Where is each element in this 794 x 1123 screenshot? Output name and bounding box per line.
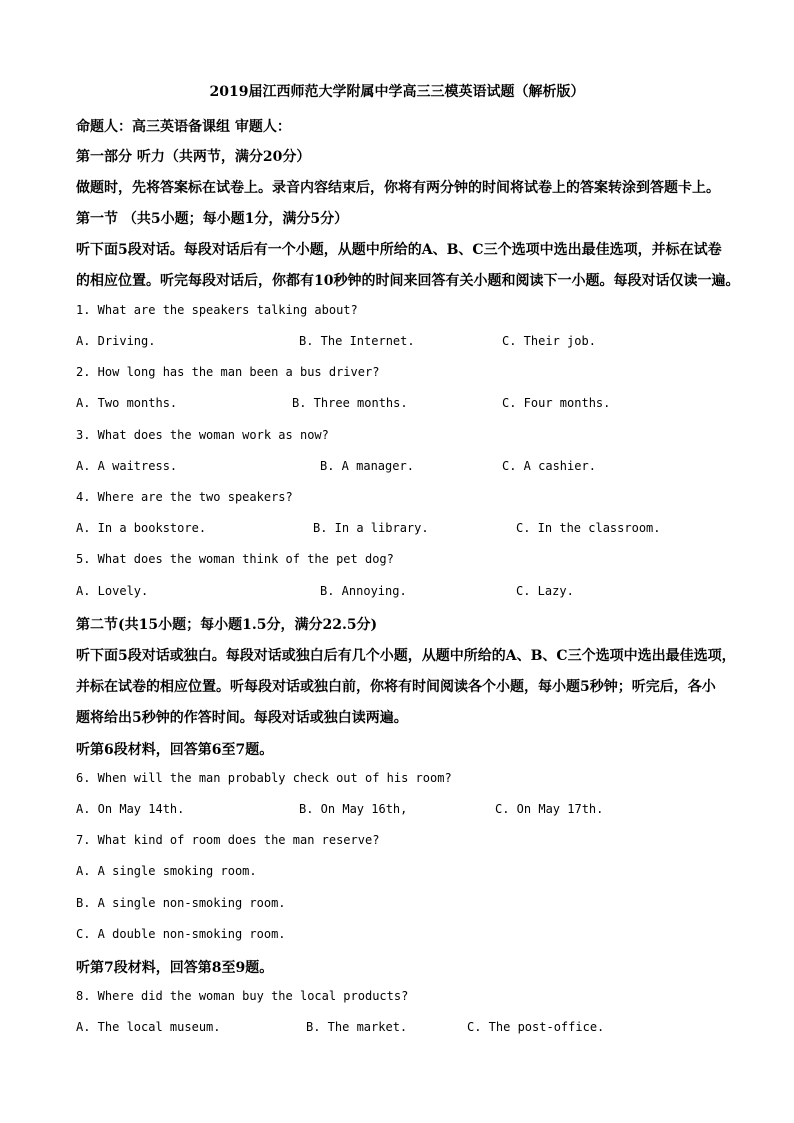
section1-heading: 第一节 （共5小题；每小题1分，满分5分） — [76, 211, 349, 227]
q1-option-a: A. Driving. — [76, 334, 156, 348]
q5-option-c: C. Lazy. — [516, 584, 574, 598]
q1-option-b: B. The Internet. — [299, 334, 415, 348]
q3-option-b: B. A manager. — [320, 459, 414, 473]
question-8: 8. Where did the woman buy the local products? — [76, 989, 409, 1003]
q4-option-c: C. In the classroom. — [516, 521, 661, 535]
material-7-heading: 听第7段材料，回答第8至9题。 — [76, 960, 274, 976]
q8-option-b: B. The market. — [306, 1020, 408, 1034]
q6-option-c: C. On May 17th. — [495, 802, 604, 816]
question-5: 5. What does the woman think of the pet dog? — [76, 552, 394, 566]
material-6-heading: 听第6段材料，回答第6至7题。 — [76, 742, 274, 758]
exam-title: 2019届江西师范大学附属中学高三三模英语试题（解析版） — [209, 84, 585, 100]
q5-option-a: A. Lovely. — [76, 584, 149, 598]
q8-option-c: C. The post-office. — [467, 1020, 605, 1034]
q7-option-a: A. A single smoking room. — [76, 864, 257, 878]
section2-instruction-line1: 听下面5段对话或独白。每段对话或独白后有几个小题，从题中所给的A、B、C三个选项中选出最佳选项， — [76, 648, 736, 664]
q2-option-a: A. Two months. — [76, 396, 178, 410]
q4-option-b: B. In a library. — [313, 521, 429, 535]
part1-instruction: 做题时，先将答案标在试卷上。录音内容结束后，你将有两分钟的时间将试卷上的答案转涂到答题卡上。 — [76, 180, 720, 196]
q2-option-b: B. Three months. — [292, 396, 408, 410]
question-6: 6. When will the man probably check out of his room? — [76, 771, 452, 785]
q7-option-c: C. A double non-smoking room. — [76, 927, 286, 941]
section2-heading: 第二节(共15小题；每小题1.5分，满分22.5分) — [76, 617, 378, 633]
section2-instruction-line2: 并标在试卷的相应位置。听每段对话或独白前，你将有时间阅读各个小题，每小题5秒钟；听完后，各小 — [76, 679, 716, 695]
section2-instruction-line3: 题将给出5秒钟的作答时间。每段对话或独白读两遍。 — [76, 710, 408, 726]
q2-option-c: C. Four months. — [502, 396, 611, 410]
q8-option-a: A. The local museum. — [76, 1020, 221, 1034]
q7-option-b: B. A single non-smoking room. — [76, 896, 286, 910]
q1-option-c: C. Their job. — [502, 334, 596, 348]
q6-option-b: B. On May 16th, — [299, 802, 408, 816]
q5-option-b: B. Annoying. — [320, 584, 407, 598]
section1-instruction-line2: 的相应位置。听完每段对话后，你都有10秒钟的时间来回答有关小题和阅读下一小题。每段对话仅读一遍。 — [76, 273, 740, 289]
question-1: 1. What are the speakers talking about? — [76, 303, 358, 317]
question-3: 3. What does the woman work as now? — [76, 428, 329, 442]
q3-option-a: A. A waitress. — [76, 459, 178, 473]
question-2: 2. How long has the man been a bus driver? — [76, 365, 380, 379]
question-7: 7. What kind of room does the man reserve? — [76, 833, 380, 847]
q6-option-a: A. On May 14th. — [76, 802, 185, 816]
question-4: 4. Where are the two speakers? — [76, 490, 293, 504]
q4-option-a: A. In a bookstore. — [76, 521, 207, 535]
section1-instruction-line1: 听下面5段对话。每段对话后有一个小题，从题中所给的A、B、C三个选项中选出最佳选项，并标在试卷 — [76, 242, 722, 258]
q3-option-c: C. A cashier. — [502, 459, 596, 473]
part1-heading: 第一部分 听力（共两节，满分20分） — [76, 149, 311, 165]
authors-line: 命题人：高三英语备课组 审题人： — [76, 119, 291, 135]
